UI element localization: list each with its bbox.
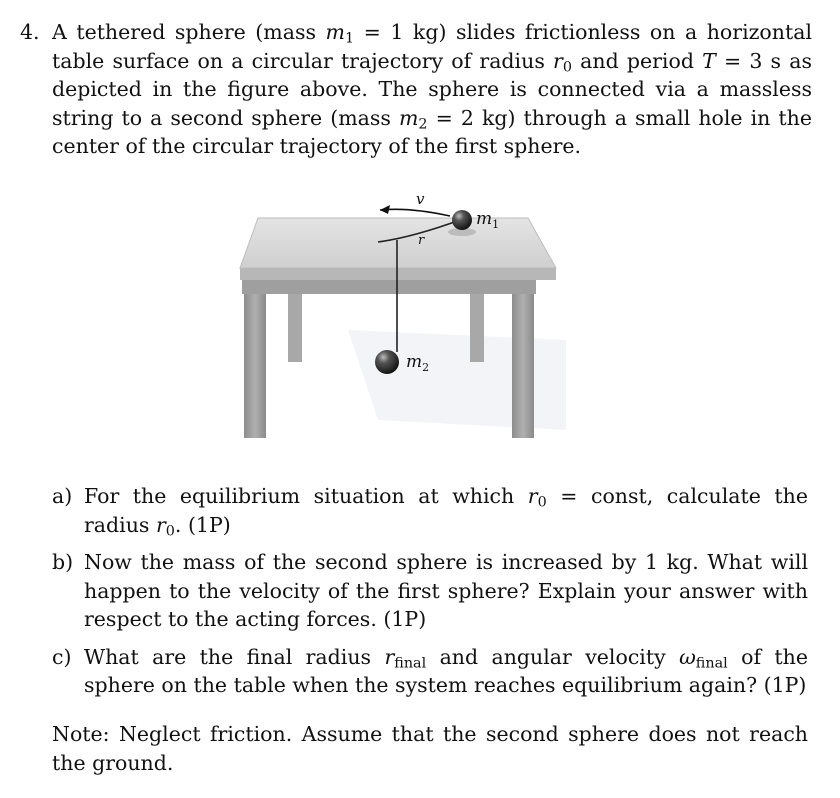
sub-questions: [52, 482, 808, 709]
question-b: [52, 548, 808, 634]
mass1-label: $m_1$: [476, 209, 500, 231]
question-b-label: b): [52, 550, 74, 574]
question-b-text: Now the mass of the second sphere is increased by 1 kg. What will happen to the velocity of the first sphere? Explain your answer with respect to the acting forces. (1P): [84, 550, 808, 631]
velocity-arrowhead: [380, 205, 390, 214]
table-top: [240, 218, 556, 268]
table-leg-front-left: [244, 292, 266, 438]
table-leg-back-left: [288, 292, 302, 362]
note-text: Note: Neglect friction. Assume that the second sphere does not reach the ground.: [52, 722, 808, 775]
question-a: a) For the equilibrium situation at which $r_0$ = const, calculate the radius $r_0$. (1P): [52, 484, 808, 540]
table-apron: [242, 278, 536, 294]
question-a-label: a): [52, 484, 73, 508]
radius-label: r: [418, 233, 425, 248]
mass2-label: $m_2$: [406, 352, 430, 374]
table-top-edge: [240, 268, 556, 280]
sphere-m1: [452, 210, 472, 230]
velocity-label: v: [416, 190, 425, 208]
sphere-m2: [375, 350, 399, 374]
problem-stem: A tethered sphere (mass $m_1 = 1$ kg) slides frictionless on a horizontal table surface on a circular trajectory of radius $r_0$ and period T = 3 s as depicted in the figure above. The sphere is connected via a massless string to a second sphere (mass $m_2 = 2$ kg) through a small hole in the center of the circular trajectory of the first sphere.: [52, 20, 812, 158]
table-leg-front-right: [512, 292, 534, 438]
question-c-label: c): [52, 644, 72, 669]
table-figure: [228, 180, 566, 442]
problem-number: 4.: [20, 20, 40, 44]
table-leg-back-right: [470, 292, 484, 362]
velocity-arrow: [380, 209, 450, 216]
question-c: c) What are the final radius $r_{final}$ and angular velocity $\omega_{final}$ of the sphere on the table when the system reaches equilibrium again? (1P): [52, 644, 808, 697]
problem-statement: [20, 18, 812, 161]
